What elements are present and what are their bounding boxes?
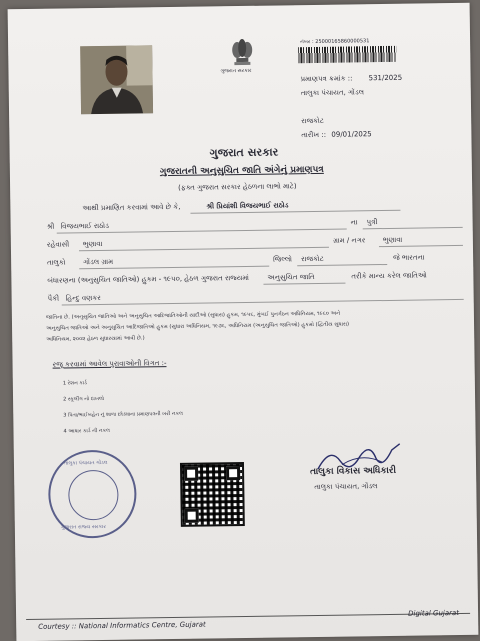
footer-digital-gujarat: Digital Gujarat: [408, 609, 460, 618]
city: રાજકોટ: [301, 116, 324, 126]
office-line: તાલુકા પંચાયત, ગોંડલ: [300, 88, 365, 98]
relation: પુત્રી: [366, 218, 378, 227]
signatory-office: તાલુકા પંચાયત, ગોંડલ: [314, 482, 378, 492]
document-item: 1 રેશન કાર્ડ: [62, 380, 87, 387]
village-label: ગ્રામ / નગર: [332, 236, 366, 245]
barcode: [298, 46, 396, 63]
resident-label: રહેવાસી: [46, 240, 70, 249]
issue-date: 09/01/2025: [331, 130, 372, 139]
applicant-photo: [80, 45, 153, 114]
footer-courtesy: Courtesy :: National Informatics Centre, Gujarat: [38, 620, 206, 631]
government-heading: ગુજરાત સરકાર: [209, 145, 279, 160]
category: અનુસુચિત જાતિ: [267, 272, 315, 282]
date-label: તારીખ ::: [301, 130, 327, 140]
resident: ભુણાવા: [82, 239, 103, 249]
documents-list: [63, 379, 183, 436]
constitution-text: બંધારણના (અનુસુચિત જાતિઓ) હુકમ - ૧૯૫૦, હેઠળ ગુજરાત રાજ્યમાં: [47, 273, 250, 285]
village: ભુણાવા: [382, 235, 403, 245]
paragraph-line: અનુસુચિત જાતિઓ અને અનુસુચિત આદિજાતિઓ હુકમ (સુધારા અધિનિયમ, ૧૯૭૬, અધિનિયમ (અનુસુચિત જાતિઓ) હુકમો (દ્વિતીય સુધારા): [46, 321, 350, 332]
relation-label: ના: [350, 218, 358, 227]
certificate-subtitle: (ફક્ત ગુજરાત સરકાર હેઠળના લાભો માટે): [178, 182, 297, 192]
father-name: વિજયભાઈ રાઠોડ: [60, 221, 109, 231]
document-item: 2 સ્કૂલીંગ નો દાખલો: [63, 395, 105, 403]
taluka-label: તાલુકો: [47, 258, 66, 267]
holder-name: શ્રી પ્રિયાંશી વિજયભાઈ રાઠોડ: [206, 201, 289, 211]
state-label: જે ભારતના: [393, 253, 425, 262]
paragraph-line: અધિનિયમ, ૨૦૦૨ હેઠળ સુધારયામાં આવી છે.): [46, 335, 145, 343]
caste: હિન્દુ વણકર: [65, 293, 101, 303]
caste-label: પૈકી: [47, 294, 60, 303]
paragraph-line: જાતિના છે. (અનુસુચિત જાતિઓ અને અનુસુચિત આદિજાતિઓની યાદીઓ (સુધારા) હુકમ, ૧૯૫૬, મુંબઈ પુનર્ગઠન અધિનિયમ, ૧૯૬૦ અને: [45, 310, 341, 321]
district-label: જિલ્લો: [273, 255, 293, 264]
office-stamp: તાલુકા પંચાયત ગોંડલ ગુજરાત રાજ્ય સરકાર: [48, 450, 137, 539]
legal-paragraph: [46, 309, 466, 344]
signatory-title: તાલુકા વિકાસ અધિકારી: [310, 465, 397, 478]
qr-code: [180, 462, 245, 527]
document-item: 4 આધાર કાર્ડ ની નકલ: [63, 427, 110, 435]
certificate-number: 531/2025: [368, 73, 403, 83]
certificate-number-label: પ્રમાણપત્ર ક્રમાંક ::: [300, 74, 353, 84]
documents-heading: રજૂ કરવામાં આવેલ પુરાવાઓની વિગત :-: [52, 359, 167, 369]
certificate-title: ગુજરાતની અનુસુચિત જાતિ અંગેનું પ્રમાણપત્ર: [159, 164, 324, 178]
certificate-page: [8, 3, 479, 641]
intro-text: આથી પ્રમાણિત કરવામાં આવે છે કે,: [82, 202, 181, 213]
emblem-caption: ગુજરાત સરકાર: [220, 67, 252, 75]
taluka: ગોંડલ ગ્રામ: [83, 257, 114, 267]
document-item: 3 પિતા/ભાઈબહેન નું શાળા છોડ્યાના પ્રમાણપત્રની ખરી નકલ: [63, 410, 183, 419]
district: રાજકોટ: [301, 254, 324, 264]
shri-label: શ્રી: [46, 222, 55, 231]
barcode-number: નંબર : 25000165860000531: [300, 38, 370, 46]
caste-text: તરીકે માન્ય કરેલ જાતિઓ: [351, 271, 427, 281]
